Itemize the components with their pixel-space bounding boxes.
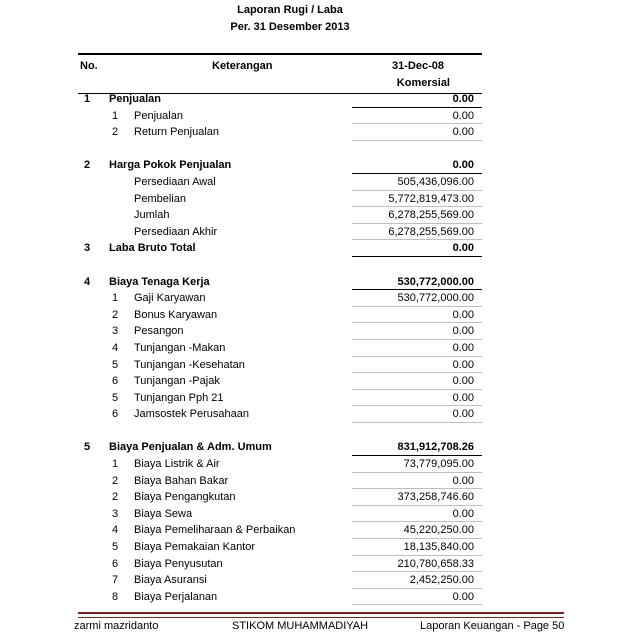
value-cell: [352, 307, 482, 324]
table-row: [78, 556, 482, 573]
value-cell: [352, 240, 482, 257]
table-row: [78, 357, 482, 374]
row-value: 373,258,746.60: [397, 491, 474, 504]
table-header: [78, 53, 482, 94]
value-cell: [352, 108, 482, 125]
section-row: [78, 439, 482, 456]
table-row: [78, 224, 482, 241]
table-row: [78, 191, 482, 208]
row-value: 0.00: [452, 358, 474, 371]
value-cell: [352, 556, 482, 573]
value-cell: [352, 473, 482, 490]
row-label: Tunjangan -Pajak: [134, 375, 220, 388]
value-cell: [352, 390, 482, 407]
item-number: 4: [112, 341, 119, 354]
item-number: 8: [112, 590, 119, 603]
table-row: [78, 373, 482, 390]
section-number: 5: [84, 441, 91, 454]
table-row: [78, 489, 482, 506]
row-label: Gaji Karyawan: [134, 292, 206, 305]
section-row: [78, 91, 482, 108]
value-cell: [352, 373, 482, 390]
item-number: 7: [112, 574, 119, 587]
row-label: Persediaan Awal: [134, 175, 216, 188]
row-label: Biaya Perjalanan: [134, 590, 218, 603]
row-label: Biaya Bahan Bakar: [134, 474, 229, 487]
item-number: 2: [112, 308, 119, 321]
header-date: 31-Dec-08: [392, 60, 444, 72]
table-row: [78, 572, 482, 589]
row-label: Biaya Pemakaian Kantor: [134, 541, 256, 554]
row-value: 73,779,095.00: [403, 458, 474, 471]
row-label: Tunjangan -Kesehatan: [134, 358, 245, 371]
value-cell: [352, 224, 482, 241]
row-label: Biaya Asuransi: [134, 574, 207, 587]
item-number: 1: [112, 458, 119, 471]
footer-page: Laporan Keuangan - Page 50: [420, 620, 565, 632]
value-cell: [352, 290, 482, 307]
item-number: 4: [112, 524, 119, 537]
row-value: 210,780,658.33: [397, 557, 474, 570]
row-label: Pembelian: [134, 192, 186, 205]
row-value: 0.00: [452, 308, 474, 321]
table-row: [78, 506, 482, 523]
footer-institution: STIKOM MUHAMMADIYAH: [232, 620, 369, 632]
report-table-body: [78, 91, 482, 605]
section-number: 3: [84, 242, 91, 255]
item-number: 2: [112, 491, 119, 504]
value-cell: [352, 539, 482, 556]
table-row: [78, 390, 482, 407]
table-row: [78, 539, 482, 556]
row-value: 530,772,000.00: [397, 275, 474, 288]
item-number: 2: [112, 126, 119, 139]
table-row: [78, 473, 482, 490]
footer-author: zarmi mazridanto: [74, 620, 159, 632]
row-value: 18,135,840.00: [403, 541, 474, 554]
item-number: 2: [112, 474, 119, 487]
row-value: 6,278,255,569.00: [388, 225, 474, 238]
value-cell: [352, 157, 482, 174]
item-number: 5: [112, 541, 119, 554]
report-period: Per. 31 Desember 2013: [230, 21, 350, 33]
row-value: 0.00: [452, 325, 474, 338]
header-column: Komersial: [396, 77, 450, 89]
row-label: Tunjangan Pph 21: [134, 391, 224, 404]
row-value: 0.00: [452, 375, 474, 388]
row-value: 0.00: [452, 474, 474, 487]
row-value: 0.00: [452, 590, 474, 603]
section-row: [78, 157, 482, 174]
value-cell: [352, 340, 482, 357]
value-cell: [352, 91, 482, 108]
row-value: 530,772,000.00: [397, 292, 474, 305]
table-row: [78, 323, 482, 340]
value-cell: [352, 439, 482, 456]
spacer-row: [78, 257, 482, 274]
item-number: 1: [112, 109, 119, 122]
table-row: [78, 406, 482, 423]
report-title: Laporan Rugi / Laba: [237, 4, 343, 16]
row-value: 45,220,250.00: [403, 524, 474, 537]
value-cell: [352, 406, 482, 423]
item-number: 6: [112, 408, 119, 421]
header-no: No.: [80, 60, 98, 72]
header-keterangan: Keterangan: [212, 60, 273, 72]
section-row: [78, 274, 482, 291]
row-value: 0.00: [452, 507, 474, 520]
section-number: 4: [84, 275, 91, 288]
row-value: 0.00: [452, 408, 474, 421]
row-value: 0.00: [452, 126, 474, 139]
table-row: [78, 124, 482, 141]
row-value: 5,772,819,473.00: [388, 192, 474, 205]
row-label: Penjualan: [134, 109, 183, 122]
row-label: Jumlah: [134, 209, 170, 222]
table-row: [78, 522, 482, 539]
row-value: 2,452,250.00: [409, 574, 474, 587]
row-label: Biaya Tenaga Kerja: [109, 275, 210, 288]
row-label: Biaya Pengangkutan: [134, 491, 236, 504]
footer-divider: [78, 612, 564, 618]
spacer-row: [78, 141, 482, 158]
value-cell: [352, 174, 482, 191]
row-value: 0.00: [452, 93, 474, 105]
value-cell: [352, 489, 482, 506]
table-row: [78, 108, 482, 125]
table-row: [78, 456, 482, 473]
value-cell: [352, 274, 482, 291]
value-cell: [352, 522, 482, 539]
section-number: 1: [84, 93, 91, 105]
row-label: Persediaan Akhir: [134, 225, 218, 238]
row-label: Tunjangan -Makan: [134, 341, 226, 354]
section-number: 2: [84, 159, 91, 172]
row-label: Harga Pokok Penjualan: [109, 159, 232, 172]
value-cell: [352, 589, 482, 606]
row-label: Return Penjualan: [134, 126, 220, 139]
table-row: [78, 290, 482, 307]
row-value: 0.00: [452, 341, 474, 354]
row-label: Biaya Pemeliharaan & Perbaikan: [134, 524, 296, 537]
row-label: Biaya Penjualan & Adm. Umum: [109, 441, 272, 454]
item-number: 3: [112, 507, 119, 520]
row-value: 505,436,096.00: [397, 175, 474, 188]
row-label: Bonus Karyawan: [134, 308, 218, 321]
row-label: Jamsostek Perusahaan: [134, 408, 249, 421]
row-label: Biaya Penyusutan: [134, 557, 223, 570]
row-value: 0.00: [452, 159, 474, 172]
value-cell: [352, 323, 482, 340]
item-number: 5: [112, 391, 119, 404]
row-label: Biaya Listrik & Air: [134, 458, 220, 471]
row-value: 0.00: [452, 109, 474, 122]
row-label: Penjualan: [109, 93, 161, 105]
value-cell: [352, 456, 482, 473]
value-cell: [352, 357, 482, 374]
row-value: 0.00: [452, 242, 474, 255]
table-row: [78, 207, 482, 224]
table-row: [78, 340, 482, 357]
item-number: 6: [112, 557, 119, 570]
section-row: [78, 240, 482, 257]
item-number: 5: [112, 358, 119, 371]
value-cell: [352, 124, 482, 141]
item-number: 6: [112, 375, 119, 388]
row-label: Biaya Sewa: [134, 507, 193, 520]
table-row: [78, 307, 482, 324]
row-value: 0.00: [452, 391, 474, 404]
table-row: [78, 589, 482, 606]
row-value: 831,912,708.26: [397, 441, 474, 454]
value-cell: [352, 506, 482, 523]
item-number: 3: [112, 325, 119, 338]
value-cell: [352, 572, 482, 589]
row-label: Laba Bruto Total: [109, 242, 196, 255]
row-label: Pesangon: [134, 325, 184, 338]
row-value: 6,278,255,569.00: [388, 209, 474, 222]
value-cell: [352, 207, 482, 224]
table-row: [78, 174, 482, 191]
value-cell: [352, 191, 482, 208]
spacer-row: [78, 423, 482, 440]
item-number: 1: [112, 292, 119, 305]
